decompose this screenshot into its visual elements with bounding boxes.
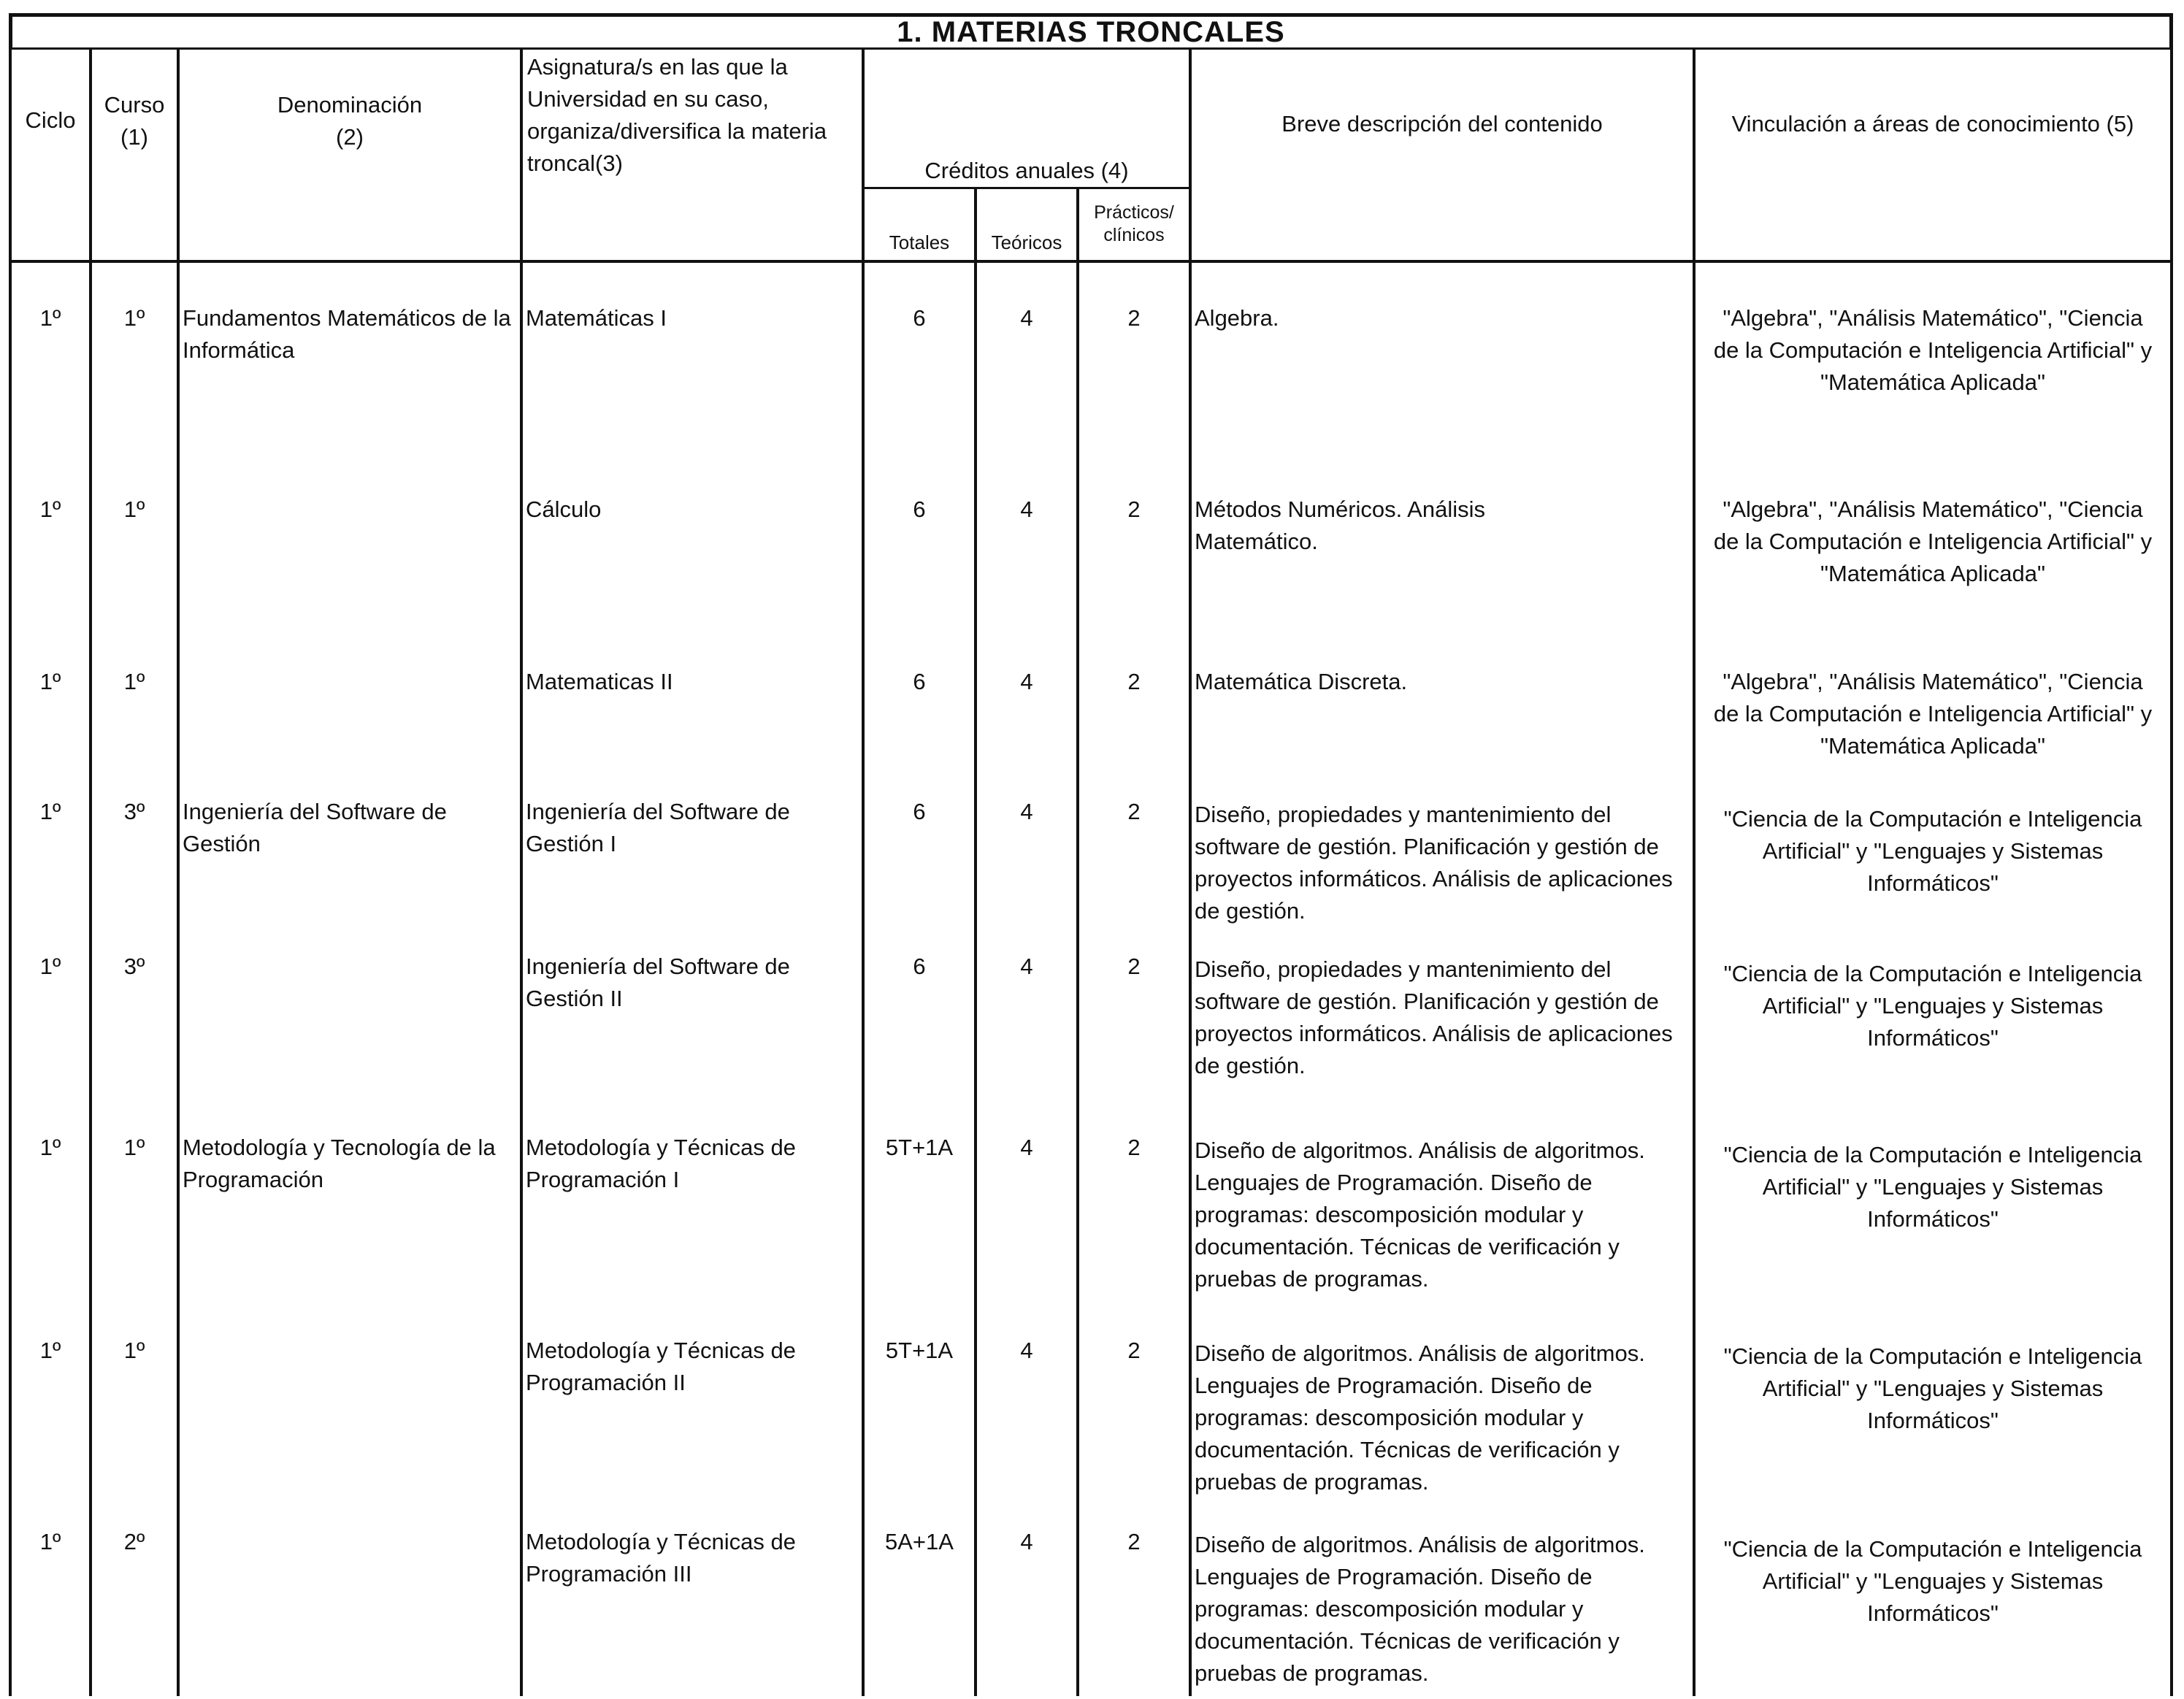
cell-vinculacion: "Ciencia de la Computación e Inteligencia Artificial" y "Lenguajes y Sistemas Informáticos" — [1723, 806, 2142, 896]
cell-practicos: 2 — [1127, 954, 1141, 979]
header-curso — [92, 89, 177, 153]
cell-teoricos: 4 — [1020, 799, 1033, 824]
rule-teoricos-practicos — [1076, 188, 1079, 1696]
cell-teoricos: 4 — [1020, 954, 1033, 979]
header-practicos: Prácticos/ clínicos — [1094, 202, 1174, 245]
rule-header-bottom — [9, 260, 2173, 263]
cell-practicos: 2 — [1127, 799, 1141, 824]
cell-asignatura: Matemáticas I — [526, 305, 667, 331]
table-title: 1. MATERIAS TRONCALES — [9, 13, 2173, 50]
cell-asignatura: Metodología y Técnicas de Programación II — [526, 1338, 796, 1395]
rule-asignatura-totales — [862, 50, 865, 1696]
cell-teoricos: 4 — [1020, 496, 1033, 522]
header-creditos: Créditos anuales (4) — [924, 158, 1129, 183]
cell-denominacion: Ingeniería del Software de Gestión — [183, 799, 447, 856]
header-asignatura: Asignatura/s en las que la Universidad en su caso, organiza/diversifica la materia troncal(3) — [527, 54, 827, 176]
header-curso-label: Curso — [104, 92, 165, 118]
cell-practicos: 2 — [1127, 305, 1141, 331]
cell-totales: 6 — [913, 305, 926, 331]
cell-ciclo: 1º — [39, 496, 61, 522]
cell-ciclo: 1º — [39, 1135, 61, 1160]
cell-teoricos: 4 — [1020, 305, 1033, 331]
rule-creditos-split — [862, 187, 1190, 189]
cell-practicos: 2 — [1127, 1529, 1141, 1554]
cell-asignatura: Cálculo — [526, 496, 602, 522]
cell-curso: 3º — [123, 954, 145, 979]
cell-descripcion: Algebra. — [1195, 305, 1279, 331]
cell-curso: 1º — [123, 669, 145, 694]
cell-asignatura: Matematicas II — [526, 669, 673, 694]
cell-asignatura: Ingeniería del Software de Gestión II — [526, 954, 790, 1011]
cell-totales: 5T+1A — [885, 1338, 954, 1363]
cell-denominacion: Metodología y Tecnología de la Programación — [183, 1135, 496, 1192]
cell-descripcion: Diseño de algoritmos. Análisis de algoritmos. Lenguajes de Programación. Diseño de programas: descomposición modular y documentación. Técnicas de verificación y pruebas de programas. — [1195, 1138, 1645, 1292]
cell-vinculacion: "Ciencia de la Computación e Inteligencia Artificial" y "Lenguajes y Sistemas Informáticos" — [1723, 1536, 2142, 1626]
cell-ciclo: 1º — [39, 669, 61, 694]
cell-totales: 6 — [913, 669, 926, 694]
cell-totales: 5T+1A — [885, 1135, 954, 1160]
cell-ciclo: 1º — [39, 1529, 61, 1554]
rule-right — [2170, 13, 2173, 1696]
cell-curso: 3º — [123, 799, 145, 824]
cell-teoricos: 4 — [1020, 1338, 1033, 1363]
rule-curso-denominacion — [177, 50, 180, 1696]
troncales-table — [9, 13, 2176, 1696]
cell-totales: 6 — [913, 799, 926, 824]
cell-practicos: 2 — [1127, 669, 1141, 694]
cell-totales: 6 — [913, 954, 926, 979]
header-denominacion-note: (2) — [336, 124, 364, 150]
cell-curso: 1º — [123, 305, 145, 331]
header-teoricos: Teóricos — [991, 231, 1062, 253]
cell-descripcion: Diseño, propiedades y mantenimiento del software de gestión. Planificación y gestión de proyectos informáticos. Análisis de aplicaciones de gestión. — [1195, 956, 1673, 1078]
cell-teoricos: 4 — [1020, 669, 1033, 694]
cell-ciclo: 1º — [39, 1338, 61, 1363]
rule-practicos-descripcion — [1189, 50, 1192, 1696]
cell-practicos: 2 — [1127, 1338, 1141, 1363]
header-vinculacion: Vinculación a áreas de conocimiento (5) — [1731, 111, 2134, 137]
cell-ciclo: 1º — [39, 799, 61, 824]
rule-totales-teoricos — [974, 188, 977, 1696]
cell-ciclo: 1º — [39, 305, 61, 331]
cell-descripcion: Diseño, propiedades y mantenimiento del software de gestión. Planificación y gestión de proyectos informáticos. Análisis de aplicaciones de gestión. — [1195, 802, 1673, 924]
cell-asignatura: Ingeniería del Software de Gestión I — [526, 799, 790, 856]
cell-curso: 1º — [123, 1338, 145, 1363]
cell-practicos: 2 — [1127, 1135, 1141, 1160]
cell-curso: 1º — [123, 1135, 145, 1160]
header-denominacion — [180, 89, 520, 153]
header-curso-note: (1) — [120, 124, 148, 150]
cell-ciclo: 1º — [39, 954, 61, 979]
cell-teoricos: 4 — [1020, 1135, 1033, 1160]
cell-vinculacion: "Ciencia de la Computación e Inteligencia Artificial" y "Lenguajes y Sistemas Informáticos" — [1723, 1343, 2142, 1433]
rule-descripcion-vinculacion — [1693, 50, 1696, 1696]
cell-vinculacion: "Algebra", "Análisis Matemático", "Ciencia de la Computación e Inteligencia Artificial" y "Matemática Aplicada" — [1713, 669, 2153, 759]
rule-denominacion-asignatura — [520, 50, 523, 1696]
cell-vinculacion: "Algebra", "Análisis Matemático", "Ciencia de la Computación e Inteligencia Artificial" y "Matemática Aplicada" — [1713, 496, 2153, 586]
cell-descripcion: Matemática Discreta. — [1195, 669, 1408, 694]
cell-asignatura: Metodología y Técnicas de Programación III — [526, 1529, 796, 1587]
cell-teoricos: 4 — [1020, 1529, 1033, 1554]
header-ciclo: Ciclo — [25, 107, 76, 133]
cell-descripcion: Métodos Numéricos. Análisis Matemático. — [1195, 496, 1485, 554]
cell-totales: 6 — [913, 496, 926, 522]
cell-vinculacion: "Ciencia de la Computación e Inteligencia Artificial" y "Lenguajes y Sistemas Informáticos" — [1723, 1142, 2142, 1232]
header-denominacion-label: Denominación — [277, 92, 423, 118]
cell-curso: 1º — [123, 496, 145, 522]
header-descripcion: Breve descripción del contenido — [1281, 111, 1603, 137]
cell-descripcion: Diseño de algoritmos. Análisis de algoritmos. Lenguajes de Programación. Diseño de programas: descomposición modular y documentación. Técnicas de verificación y pruebas de programas. — [1195, 1532, 1645, 1686]
cell-totales: 5A+1A — [885, 1529, 954, 1554]
cell-curso: 2º — [123, 1529, 145, 1554]
header-totales: Totales — [889, 231, 950, 253]
cell-practicos: 2 — [1127, 496, 1141, 522]
cell-vinculacion: "Ciencia de la Computación e Inteligencia Artificial" y "Lenguajes y Sistemas Informáticos" — [1723, 961, 2142, 1051]
rule-ciclo-curso — [89, 50, 92, 1696]
cell-denominacion: Fundamentos Matemáticos de la Informática — [183, 305, 511, 363]
rule-left — [9, 13, 12, 1696]
cell-descripcion: Diseño de algoritmos. Análisis de algoritmos. Lenguajes de Programación. Diseño de programas: descomposición modular y documentación. Técnicas de verificación y pruebas de programas. — [1195, 1341, 1645, 1495]
cell-asignatura: Metodología y Técnicas de Programación I — [526, 1135, 796, 1192]
cell-vinculacion: "Algebra", "Análisis Matemático", "Ciencia de la Computación e Inteligencia Artificial" y "Matemática Aplicada" — [1713, 305, 2153, 395]
